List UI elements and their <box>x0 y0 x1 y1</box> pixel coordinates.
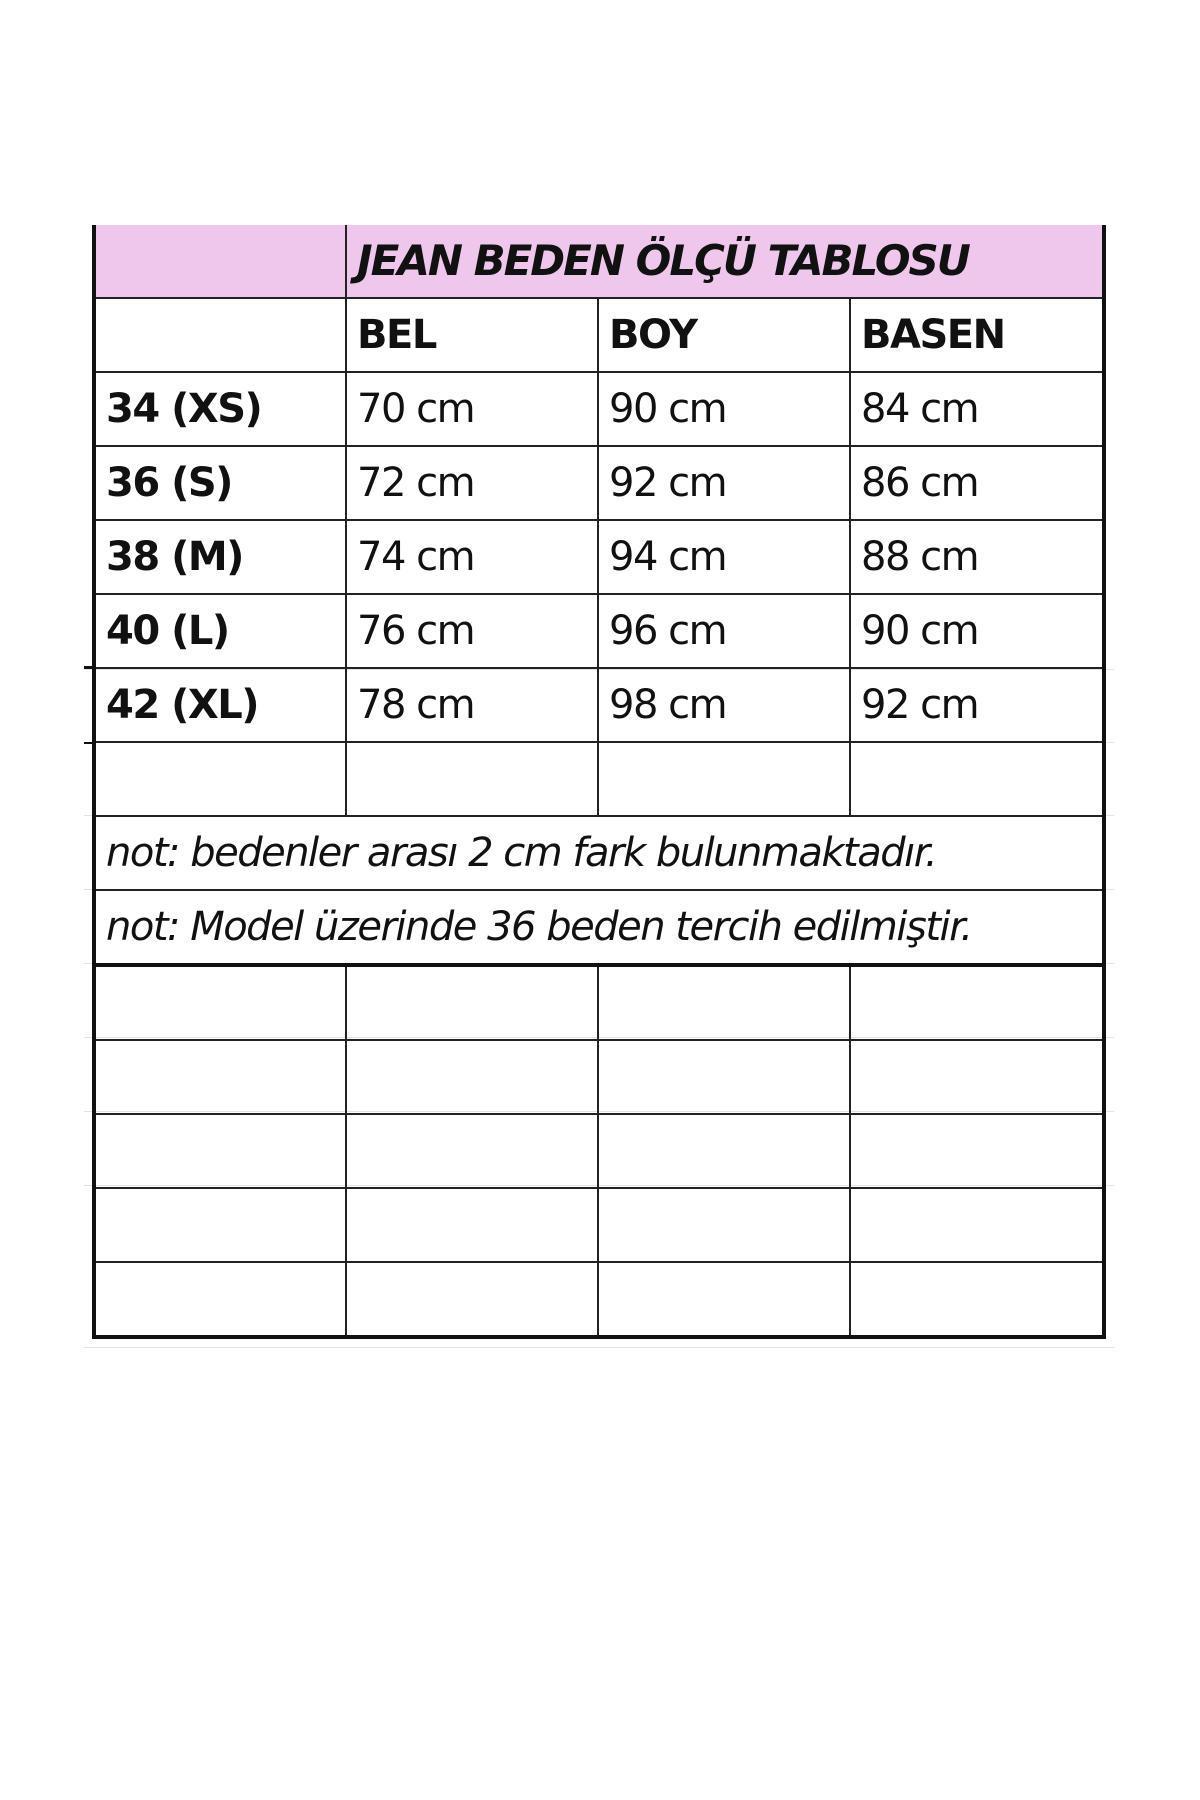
boy-value: 98 cm <box>598 668 850 742</box>
header-size-cell <box>94 298 346 372</box>
empty-cell <box>94 1114 346 1188</box>
empty-cell <box>346 1262 598 1337</box>
empty-cell <box>94 965 346 1040</box>
boy-value: 96 cm <box>598 594 850 668</box>
basen-value: 90 cm <box>850 594 1104 668</box>
size-label: 34 (XS) <box>94 372 346 446</box>
empty-row <box>94 742 1104 816</box>
table-row <box>94 668 1104 742</box>
table-title: JEAN BEDEN ÖLÇÜ TABLOSU <box>346 225 1104 298</box>
size-label: 42 (XL) <box>94 668 346 742</box>
empty-cell <box>346 1040 598 1114</box>
boy-value: 94 cm <box>598 520 850 594</box>
note-row <box>94 816 1104 890</box>
empty-row <box>94 1188 1104 1262</box>
table-row <box>94 520 1104 594</box>
header-row <box>94 298 1104 372</box>
empty-row <box>94 1262 1104 1337</box>
bel-value: 72 cm <box>346 446 598 520</box>
basen-value: 86 cm <box>850 446 1104 520</box>
empty-cell <box>850 965 1104 1040</box>
bel-value: 74 cm <box>346 520 598 594</box>
table-row <box>94 594 1104 668</box>
empty-cell <box>850 742 1104 816</box>
empty-cell <box>850 1040 1104 1114</box>
size-label: 38 (M) <box>94 520 346 594</box>
note-row <box>94 890 1104 965</box>
empty-cell <box>94 742 346 816</box>
empty-cell <box>598 1262 850 1337</box>
bel-value: 70 cm <box>346 372 598 446</box>
empty-cell <box>346 1114 598 1188</box>
boy-value: 90 cm <box>598 372 850 446</box>
table-row <box>94 372 1104 446</box>
empty-cell <box>346 965 598 1040</box>
header-basen: BASEN <box>850 298 1104 372</box>
empty-row <box>94 965 1104 1040</box>
bel-value: 76 cm <box>346 594 598 668</box>
size-label: 36 (S) <box>94 446 346 520</box>
empty-cell <box>598 965 850 1040</box>
empty-cell <box>850 1262 1104 1337</box>
empty-cell <box>346 1188 598 1262</box>
size-chart-table <box>92 225 1106 1339</box>
empty-cell <box>94 1262 346 1337</box>
empty-cell <box>598 1040 850 1114</box>
size-label: 40 (L) <box>94 594 346 668</box>
empty-cell <box>850 1188 1104 1262</box>
note-model-size: not: Model üzerinde 36 beden tercih edilmiştir. <box>94 890 1104 965</box>
note-size-difference: not: bedenler arası 2 cm fark bulunmaktadır. <box>94 816 1104 890</box>
empty-cell <box>598 1114 850 1188</box>
basen-value: 88 cm <box>850 520 1104 594</box>
header-boy: BOY <box>598 298 850 372</box>
empty-cell <box>598 742 850 816</box>
title-row <box>94 225 1104 298</box>
header-bel: BEL <box>346 298 598 372</box>
table-row <box>94 446 1104 520</box>
empty-cell <box>598 1188 850 1262</box>
empty-cell <box>850 1114 1104 1188</box>
basen-value: 92 cm <box>850 668 1104 742</box>
basen-value: 84 cm <box>850 372 1104 446</box>
title-blank-cell <box>94 225 346 298</box>
empty-cell <box>346 742 598 816</box>
size-chart-sheet <box>92 225 1102 1339</box>
empty-row <box>94 1114 1104 1188</box>
boy-value: 92 cm <box>598 446 850 520</box>
empty-cell <box>94 1040 346 1114</box>
bel-value: 78 cm <box>346 668 598 742</box>
empty-row <box>94 1040 1104 1114</box>
empty-cell <box>94 1188 346 1262</box>
